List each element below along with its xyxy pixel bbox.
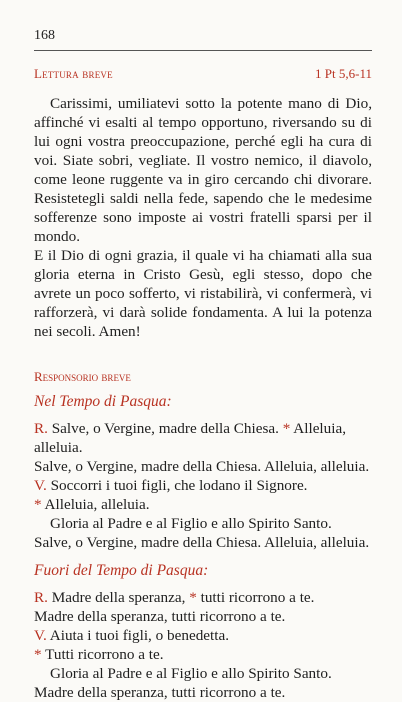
response-symbol: R. [34,420,48,437]
lettura-heading: Lettura breve [34,66,113,81]
header-rule [34,50,372,51]
responsorio-heading: Responsorio breve [34,369,131,384]
fuori-title: Fuori del Tempo di Pasqua: [34,562,209,579]
star-symbol: * [282,420,291,437]
lettura-paragraph-1: Carissimi, umiliatevi sotto la potente mano di Dio, affinché vi esalti al tempo opportuno, riversando su di lui ogni vostra preoccupazione, perché egli ha cura di voi. Siate sobri, vegliate. Il vostro nemico, il diavolo, come leone ruggente va in giro cercando chi divorare. Resistetegli saldi nella fede, sapendo che le medesime sofferenze sono imposte ai vostri fratelli sparsi per il mondo. [34,95,372,245]
star-symbol: * [34,496,42,513]
versicle-symbol: V. [34,477,47,494]
response-symbol: R. [34,589,48,606]
fuori-star-line [34,645,372,664]
pasqua-title: Nel Tempo di Pasqua: [34,393,172,410]
fuori-gloria: Gloria al Padre e al Figlio e allo Spirito Santo. [50,665,332,682]
pasqua-repeat-2: Salve, o Vergine, madre della Chiesa. Alleluia, alleluia. [34,534,370,551]
fuori-repeat-1: Madre della speranza, tutti ricorrono a te. [34,608,286,625]
lettura-paragraph-2: E il Dio di ogni grazia, il quale vi ha chiamati alla sua gloria eterna in Cristo Gesù, egli stesso, dopo che avrete un poco sofferto, vi ristabilirà, vi confermerà, vi rafforzerà, vi darà solide fondamenta. A lui la potenza nei secoli. Amen! [34,247,372,340]
star-line-text: Alleluia, alleluia. [41,496,150,513]
response-text: Madre della speranza, [47,589,190,606]
star-symbol: * [34,646,42,663]
response-text: Salve, o Vergine, madre della Chiesa. [47,420,283,437]
versicle-symbol: V. [34,627,47,644]
star-symbol: * [189,589,197,606]
lettura-header [34,66,372,82]
fuori-repeat-2: Madre della speranza, tutti ricorrono a te. [34,684,286,701]
pasqua-response [34,419,372,457]
pasqua-gloria: Gloria al Padre e al Figlio e allo Spirito Santo. [50,515,332,532]
fuori-versicle [34,626,372,645]
pasqua-star-line [34,495,372,514]
star-line-text: Tutti ricorrono a te. [41,646,164,663]
page-number: 168 [34,28,55,43]
versicle-text: Soccorri i tuoi figli, che lodano il Signore. [46,477,308,494]
scripture-reference: 1 Pt 5,6-11 [315,66,372,81]
response-tail: tutti ricorrono a te. [196,589,315,606]
response-tail: Alleluia, alleluia. [34,420,347,456]
fuori-response [34,588,372,607]
pasqua-repeat-1: Salve, o Vergine, madre della Chiesa. Alleluia, alleluia. [34,458,370,475]
versicle-text: Aiuta i tuoi figli, o benedetta. [46,627,230,644]
page-content [34,62,372,702]
pasqua-versicle [34,476,372,495]
